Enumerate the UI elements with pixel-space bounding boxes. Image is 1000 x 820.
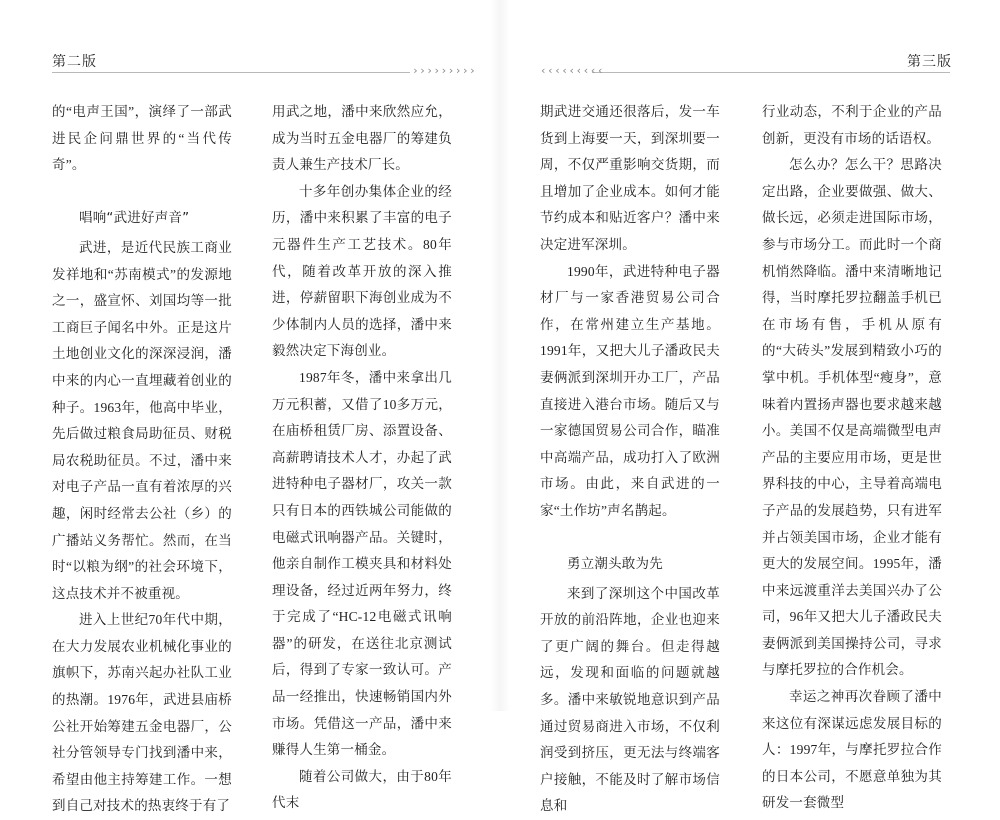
text-column-1 — [52, 99, 232, 820]
text-column-2 — [762, 99, 942, 817]
chevron-ornament: ››››››››› — [412, 64, 477, 77]
right-page — [500, 0, 1000, 814]
paragraph: 期武进交通还很落后，发一车货到上海要一天，到深圳要一周，不仅严重影响交货期，而且增加了企业成本。如何才能节约成本和贴近客户？潘中来决定进军深圳。 — [540, 104, 720, 252]
paragraph: 1990年，武进特种电子器材厂与一家香港贸易公司合作，在常州建立生产基地。1991年，又把大儿子潘政民夫妻俩派到深圳开办工厂，产品直接进入港台市场。随后又与一家德国贸易公司合作，瞄准中高端产品，成功打入了欧洲市场。由此，来自武进的一家“土作坊”声名鹊起。 — [540, 263, 720, 518]
paragraph: 来到了深圳这个中国改革开放的前沿阵地，企业也迎来了更广阔的舞台。但走得越远，发现和面临的问题就越多。潘中来敏锐地意识到产品通过贸易商进入市场，不仅利润受到挤压，更无法与终端客户接触，不能及时了解市场信息和 — [540, 585, 720, 814]
paragraph: 行业动态，不利于企业的产品创新，更没有市场的话语权。 — [762, 104, 942, 146]
text-column-2 — [272, 99, 452, 817]
header-rule — [52, 72, 410, 73]
gutter-shadow — [500, 0, 510, 711]
gutter-shadow — [490, 0, 500, 711]
paragraph: 随着公司做大，由于80年代末 — [272, 768, 452, 811]
header-rule — [592, 72, 950, 73]
text-column-1 — [540, 99, 720, 820]
paragraph: 进入上世纪70年代中期，在大力发展农业机械化事业的旗帜下，苏南兴起办社队工业的热潮。1976年，武进县庙桥公社开始筹建五金电器厂，公社分管领导专门找到潘中来，希望由他主持筹建工作。一想到自己对技术的热衷终于有了 — [52, 612, 232, 814]
paragraph: 十多年创办集体企业的经历，潘中来积累了丰富的电子元器件生产工艺技术。80年代，随着改革开放的深入推进，停薪留职下海创业成为不少体制内人员的选择，潘中来毅然决定下海创业。 — [272, 183, 452, 359]
chevron-ornament: ‹‹‹‹‹‹‹‹‹ — [540, 64, 605, 77]
paragraph: 武进，是近代民族工商业发祥地和“苏南模式”的发源地之一，盛宣怀、刘国均等一批工商巨子闻名中外。正是这片土地创业文化的深深浸润，潘中来的内心一直埋藏着创业的种子。1963年，他高中毕业，先后做过粮食局助征员、财税局农税助征员。不过，潘中来对电子产品一直有着浓厚的兴趣，闲时经常去公社（乡）的广播站义务帮忙。然而，在当时“以粮为纲”的社会环境下，这点技术并不被重视。 — [52, 239, 232, 601]
edition-label: 第二版 — [52, 54, 97, 70]
section-heading: 唱响“武进好声音” — [79, 210, 190, 227]
left-page — [0, 0, 500, 814]
paragraph: 的“电声王国”，演绎了一部武进民企问鼎世界的“当代传奇”。 — [52, 104, 232, 173]
paragraph: 用武之地，潘中来欣然应允，成为当时五金电器厂的筹建负责人兼生产技术厂长。 — [272, 104, 452, 173]
section-heading: 勇立潮头敢为先 — [567, 556, 663, 573]
paragraph: 怎么办？怎么干？思路决定出路，企业要做强、做大、做长远，必须走进国际市场，参与市场分工。而此时一个商机悄然降临。潘中来清晰地记得，当时摩托罗拉翻盖手机已在市场有售，手机从原有的“大砖头”发展到精致小巧的掌中机。手机体型“瘦身”，意味着内置扬声器也要求越来越小。美国不仅是高端微型电声产品的主要应用市场，更是世界科技的中心，主导着高端电子产品的发展趋势，只有进军并占领美国市场，企业才能有更大的发展空间。1995年，潘中来远渡重洋去美国兴办了公司，96年又把大儿子潘政民夫妻俩派到美国操持公司，寻求与摩托罗拉的合作机会。 — [762, 157, 942, 678]
edition-label: 第三版 — [907, 54, 952, 70]
paragraph: 幸运之神再次眷顾了潘中来这位有深谋远虑发展目标的人：1997年，与摩托罗拉合作的日本公司，不愿意单独为其研发一套微型 — [762, 689, 942, 811]
paragraph: 1987年冬，潘中来拿出几万元积蓄，又借了10多万元，在庙桥租赁厂房、添置设备、高薪聘请技术人才，办起了武进特种电子器材厂，攻关一款只有日本的西铁城公司能做的电磁式讯响器产品。关键时，他亲自制作工模夹具和材料处理设备，经过近两年努力，终于完成了“HC-12电磁式讯响器”的研发，在送往北京测试后，得到了专家一致认可。产品一经推出，快速畅销国内外市场。凭借这一产品，潘中来赚得人生第一桶金。 — [272, 369, 452, 758]
